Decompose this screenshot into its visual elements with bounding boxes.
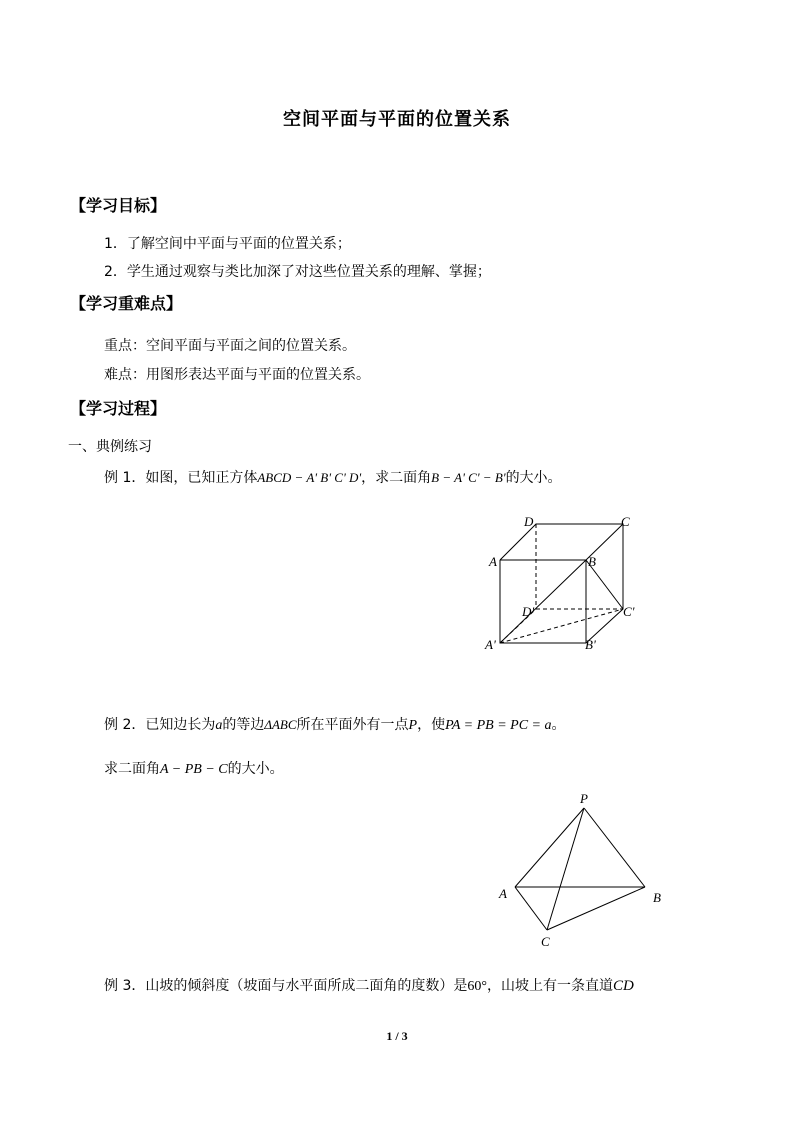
dihedral-angle: A − PB − C: [160, 762, 228, 777]
objectives-heading: 【学习目标】: [70, 196, 167, 215]
example1-prefix: 例 1．如图，已知正方体: [104, 470, 258, 486]
vertex-label: D: [524, 514, 534, 529]
objective-item: 1．了解空间中平面与平面的位置关系；: [104, 236, 351, 252]
vertex-label: C: [621, 514, 630, 529]
difficulty-item: 难点：用图形表达平面与平面的位置关系。: [104, 367, 370, 383]
example2-text: [104, 714, 566, 734]
objective-item: 2．学生通过观察与类比加深了对这些位置关系的理解、掌握；: [104, 264, 491, 280]
vertex-label: A': [485, 637, 496, 652]
example2-mid3: ，使: [417, 717, 446, 733]
example2-mid1: 的等边: [222, 717, 265, 733]
example2-end: 。: [551, 717, 566, 733]
vertex-label: C: [541, 934, 550, 949]
dihedral-angle: B − A' C' − B': [431, 470, 506, 485]
example3-prefix: 例 3．山坡的倾斜度（坡面与水平面所成二面角的度数）是: [104, 978, 468, 994]
vertex-label: A: [489, 554, 497, 569]
example2-prefix: 例 2．已知边长为: [104, 717, 216, 733]
example1-suffix: 的大小。: [505, 470, 562, 486]
example2-line2-prefix: 求二面角: [104, 761, 160, 777]
part-heading: 一、典例练习: [68, 439, 152, 455]
vertex-label: D': [522, 604, 535, 619]
vertex-label: B': [585, 637, 596, 652]
line-name: CD: [612, 978, 634, 994]
vertex-label: P: [580, 791, 588, 806]
example2-mid2: 所在平面外有一点: [296, 717, 409, 733]
example3-text: [104, 975, 634, 995]
cube-figure: [480, 508, 640, 658]
example2-line2-suffix: 的大小。: [227, 761, 284, 777]
vertex-label: A: [499, 886, 507, 901]
key-points-heading: 【学习重难点】: [70, 294, 183, 313]
vertex-label: B: [653, 890, 661, 905]
vertex-label: C': [623, 604, 635, 619]
example1-mid: ，求二面角: [361, 470, 432, 486]
side-length: a: [215, 718, 223, 733]
tetrahedron-figure: [495, 788, 675, 953]
process-heading: 【学习过程】: [70, 399, 167, 418]
cube-name: ABCD − A' B' C' D': [257, 470, 362, 485]
equation: PA = PB = PC = a: [445, 718, 552, 733]
page-number: 1 / 3: [386, 1029, 408, 1043]
degree-value: 60°: [467, 979, 487, 994]
page-title: 空间平面与平面的位置关系: [283, 109, 511, 130]
point-name: P: [408, 718, 418, 733]
example3-mid: ，山坡上有一条直道: [486, 978, 613, 994]
example1-text: [104, 467, 562, 487]
example2-text-line2: [104, 758, 284, 778]
vertex-label: B: [588, 554, 596, 569]
triangle-name: ΔABC: [264, 717, 297, 732]
key-point-item: 重点：空间平面与平面之间的位置关系。: [104, 338, 356, 354]
